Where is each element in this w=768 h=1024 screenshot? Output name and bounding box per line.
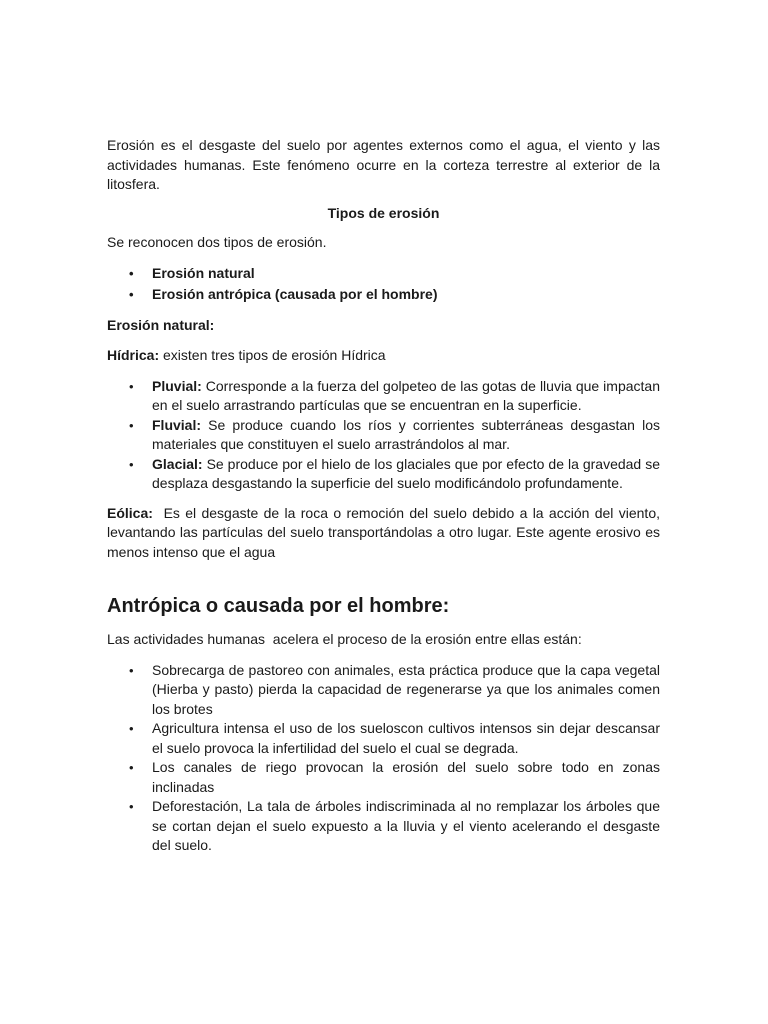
list-item xyxy=(107,758,660,797)
anthropic-heading: Antrópica o causada por el hombre: xyxy=(107,595,450,617)
pluvial-text: Corresponde a la fuerza del golpeteo de las gotas de lluvia que impactan en el suelo arrastrando partículas que se encuentran en la superficie. xyxy=(152,377,660,413)
anthropic-item-grazing: Sobrecarga de pastoreo con animales, esta práctica produce que la capa vegetal (Hierba y pasto) pierda la capacidad de regenerarse ya que los animales comen los brotes xyxy=(152,661,660,717)
hidrica-text: existen tres tipos de erosión Hídrica xyxy=(159,347,386,363)
bullet-icon: • xyxy=(129,662,134,678)
glacial-text: Se produce por el hielo de los glaciales que por efecto de la gravedad se desplaza desgastando la superficie del suelo modificándolo profundamente. xyxy=(152,455,660,491)
bullet-icon: • xyxy=(129,799,134,814)
hidrica-paragraph xyxy=(107,346,660,366)
bullet-icon: • xyxy=(129,265,134,281)
bullet-icon: • xyxy=(129,721,134,736)
bullet-icon: • xyxy=(129,760,134,775)
bullet-icon: • xyxy=(129,417,134,433)
list-item xyxy=(107,284,660,305)
eolica-paragraph xyxy=(107,504,664,563)
list-item xyxy=(107,455,660,494)
anthropic-item-agriculture: Agricultura intensa el uso de los sueloscon cultivos intensos sin dejar descansar el suelo provoca la infertilidad del suelo el cual se degrada. xyxy=(152,720,660,756)
natural-heading: Erosión natural: xyxy=(107,316,215,333)
bullet-icon: • xyxy=(129,456,134,472)
types-sentence: Se reconocen dos tipos de erosión. xyxy=(107,234,327,250)
hidrica-label: Hídrica: xyxy=(107,347,160,363)
fluvial-label: Fluvial: xyxy=(152,416,202,433)
list-item xyxy=(107,661,660,720)
list-item xyxy=(107,263,660,284)
fluvial-text: Se produce cuando los ríos y corrientes subterráneas desgastan los materiales que constituyen el suelo arrastrándolos al mar. xyxy=(152,416,660,452)
eolica-text: Es el desgaste de la roca o remoción del suelo debido a la acción del viento, levantando las partículas del suelo transportándolas a otro lugar. Este agente erosivo es menos intenso que el agua xyxy=(107,504,664,560)
document-page xyxy=(107,136,664,856)
bullet-icon: • xyxy=(129,286,134,302)
anthropic-item-deforestation: Deforestación, La tala de árboles indiscriminada al no remplazar los árboles que se cortan dejan el suelo expuesto a la lluvia y el viento acelerando el desgaste del suelo. xyxy=(152,798,660,853)
hidrica-types-list xyxy=(107,377,660,494)
types-subtitle: Tipos de erosión xyxy=(327,204,440,221)
anthropic-intro: Las actividades humanas acelera el proceso de la erosión entre ellas están: xyxy=(107,631,582,647)
anthropic-item-irrigation: Los canales de riego provocan la erosión del suelo sobre todo en zonas inclinadas xyxy=(152,759,660,795)
bullet-icon: • xyxy=(129,378,134,394)
anthropic-list xyxy=(107,661,660,856)
type-natural: Erosión natural xyxy=(152,264,255,281)
list-item xyxy=(107,377,660,416)
eolica-label: Eólica: xyxy=(107,504,153,521)
intro-paragraph: Erosión es el desgaste del suelo por agentes externos como el agua, el viento y las actividades humanas. Este fenómeno ocurre en la corteza terrestre al exterior de la litosfera. xyxy=(107,137,660,192)
list-item xyxy=(107,416,660,455)
pluvial-label: Pluvial: xyxy=(152,377,202,394)
list-item xyxy=(107,797,660,856)
list-item xyxy=(107,719,660,758)
glacial-label: Glacial: xyxy=(152,455,203,472)
types-list xyxy=(107,263,660,305)
type-anthropic: Erosión antrópica (causada por el hombre) xyxy=(152,285,438,302)
